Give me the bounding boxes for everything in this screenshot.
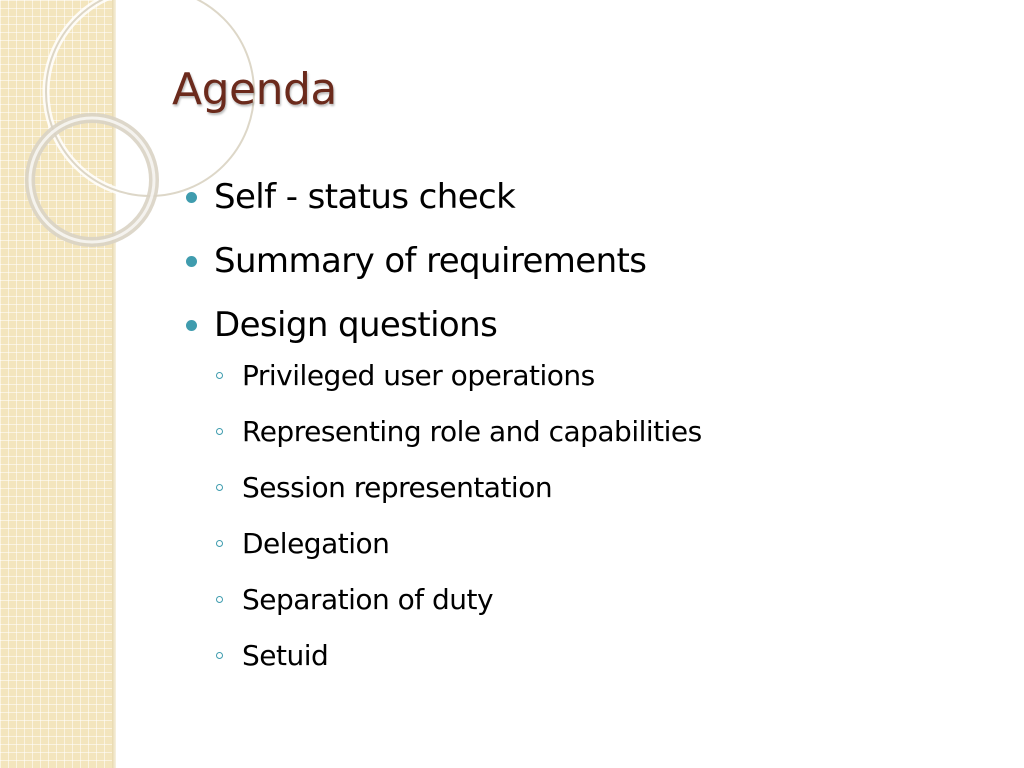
sub-bullet-text: Session representation bbox=[242, 471, 553, 504]
sub-bullet-text: Setuid bbox=[242, 639, 329, 672]
sub-bullet-ring-icon bbox=[216, 652, 223, 659]
sub-bullet-ring-icon bbox=[216, 596, 223, 603]
bullet-dot-icon bbox=[186, 192, 197, 203]
sub-bullet-ring-icon bbox=[216, 484, 223, 491]
sub-bullet-ring-icon bbox=[216, 372, 223, 379]
sub-bullet-item bbox=[216, 412, 996, 468]
sub-bullet-item bbox=[216, 580, 996, 636]
sub-bullet-item bbox=[216, 468, 996, 524]
bullet-dot-icon bbox=[186, 320, 197, 331]
bullet-text: Summary of requirements bbox=[214, 241, 647, 281]
sub-bullet-text: Delegation bbox=[242, 527, 390, 560]
sub-bullet-item bbox=[216, 356, 996, 412]
bullet-text: Design questions bbox=[214, 305, 498, 345]
sub-bullet-item bbox=[216, 524, 996, 580]
sub-bullet-text: Representing role and capabilities bbox=[242, 415, 702, 448]
bullet-list bbox=[186, 170, 986, 362]
slide-title: Agenda bbox=[172, 64, 337, 115]
sub-bullet-text: Separation of duty bbox=[242, 583, 494, 616]
sub-bullet-item bbox=[216, 636, 996, 692]
sub-bullet-text: Privileged user operations bbox=[242, 359, 595, 392]
sub-bullet-ring-icon bbox=[216, 540, 223, 547]
bullet-item bbox=[186, 170, 986, 234]
bullet-item bbox=[186, 234, 986, 298]
bullet-dot-icon bbox=[186, 256, 197, 267]
sub-bullet-list bbox=[216, 356, 996, 692]
sub-bullet-ring-icon bbox=[216, 428, 223, 435]
bullet-text: Self - status check bbox=[214, 177, 516, 217]
bullet-item bbox=[186, 298, 986, 362]
